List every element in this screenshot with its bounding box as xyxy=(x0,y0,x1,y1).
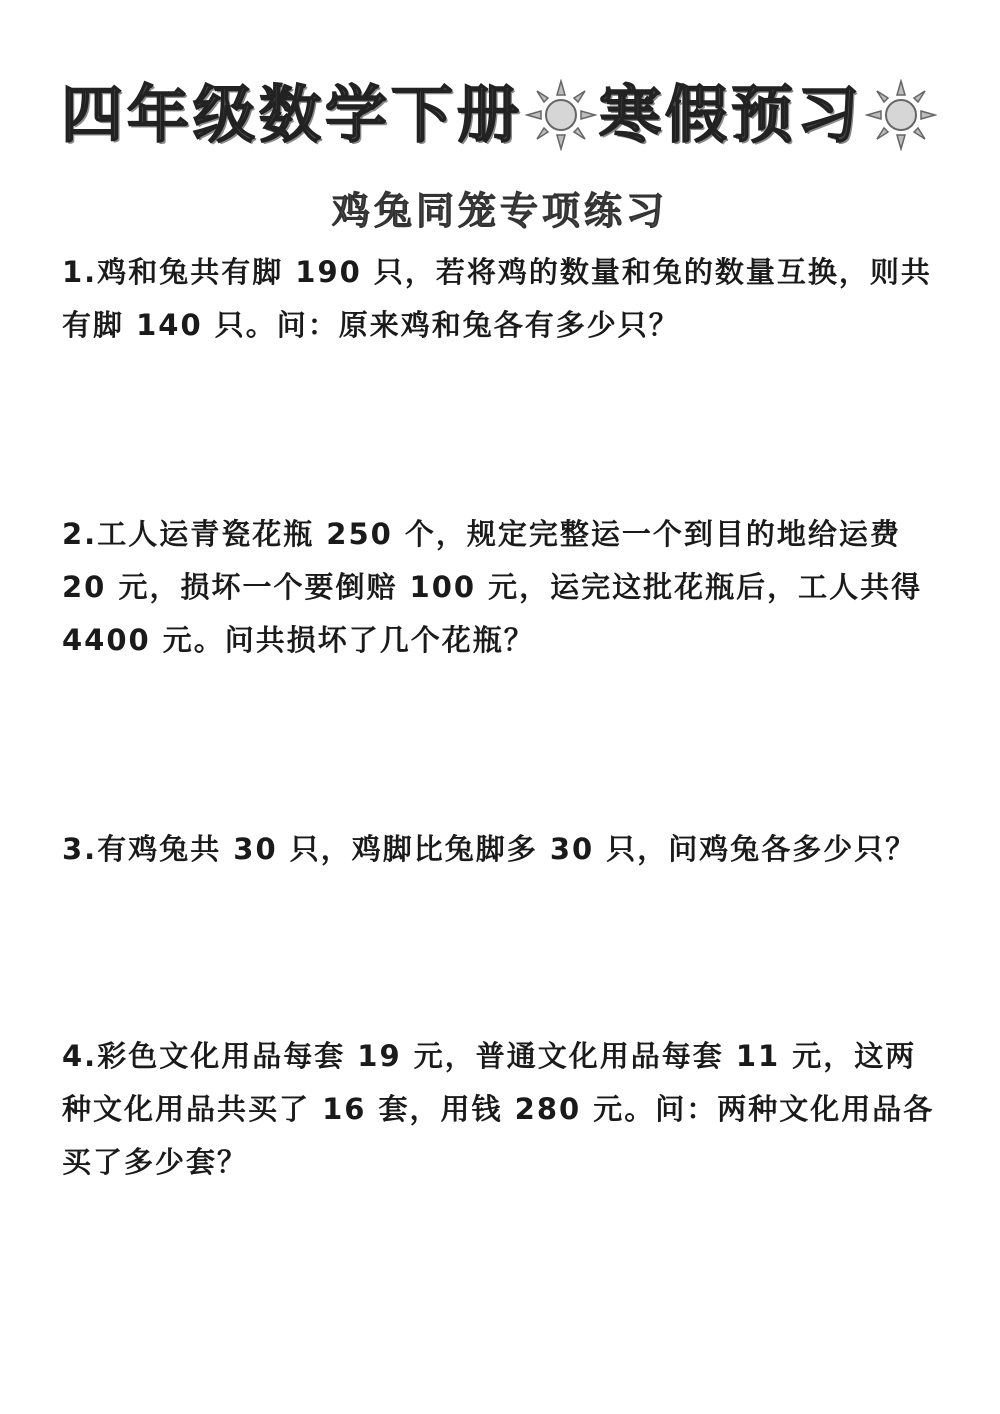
question-text: 有鸡兔共 30 只，鸡脚比兔脚多 30 只，问鸡兔各多少只？ xyxy=(97,832,917,866)
question-text: 工人运青瓷花瓶 250 个，规定完整运一个到目的地给运费 20 元，损坏一个要倒赔 100 元，运完这批花瓶后，工人共得 4400 元。问共损坏了几个花瓶？ xyxy=(62,517,923,657)
question-3 xyxy=(62,823,942,876)
question-4 xyxy=(62,1030,942,1189)
subtitle: 鸡兔同笼专项练习 xyxy=(331,189,668,233)
question-number: 3. xyxy=(62,832,98,866)
title-left: 四年级数学下册 xyxy=(60,78,523,151)
title-right: 寒假预习 xyxy=(599,78,864,151)
question-1 xyxy=(62,246,942,352)
question-number: 1. xyxy=(62,255,98,289)
question-number: 2. xyxy=(62,517,98,551)
sun-icon xyxy=(865,79,937,151)
question-text: 彩色文化用品每套 19 元，普通文化用品每套 11 元，这两种文化用品共买了 16 套，用钱 280 元。问：两种文化用品各买了多少套？ xyxy=(62,1039,935,1179)
question-2 xyxy=(62,508,942,667)
sun-icon xyxy=(525,79,597,151)
question-number: 4. xyxy=(62,1039,98,1073)
question-text: 鸡和兔共有脚 190 只，若将鸡的数量和兔的数量互换，则共有脚 140 只。问：原来鸡和兔各有多少只？ xyxy=(62,255,932,342)
page-title xyxy=(0,70,1000,160)
